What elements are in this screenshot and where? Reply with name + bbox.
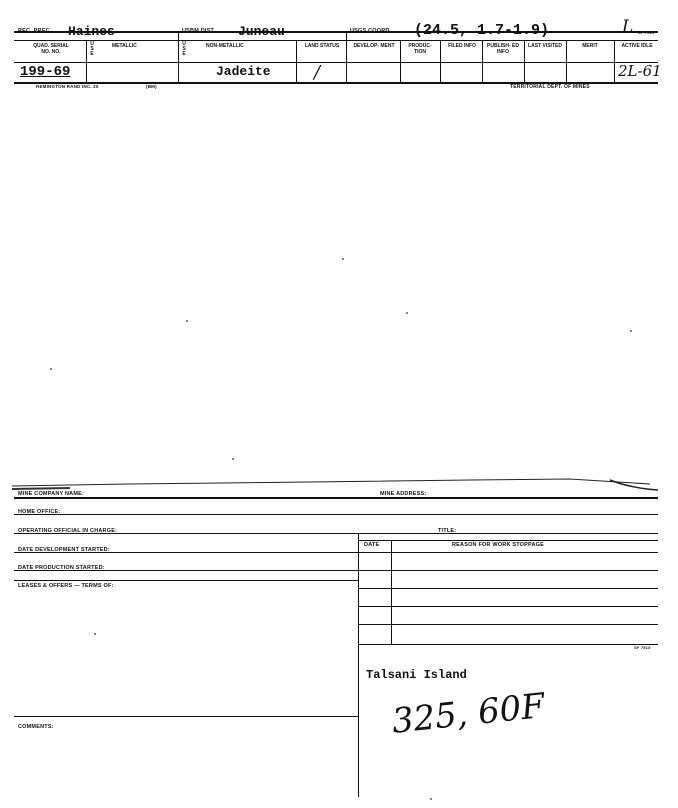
col-published-info: PUBLISH- ED INFO bbox=[487, 43, 519, 55]
leases-label: LEASES & OFFERS — TERMS OF: bbox=[18, 583, 114, 589]
rule-stoppage-1 bbox=[358, 552, 658, 553]
footer-right: TERRITORIAL DEPT. OF MINES bbox=[510, 84, 590, 90]
land-status-value: / bbox=[314, 62, 321, 83]
corner-mark: L bbox=[622, 17, 634, 37]
center-divider bbox=[358, 533, 359, 797]
mine-address-label: MINE ADDRESS: bbox=[380, 491, 427, 497]
date-prod-started-label: DATE PRODUCTION STARTED: bbox=[18, 565, 105, 571]
rule-stoppage-2 bbox=[358, 570, 658, 571]
mine-company-name-label: MINE COMPANY NAME: bbox=[18, 491, 85, 497]
col-metallic: METALLIC bbox=[112, 43, 137, 49]
scan-speck bbox=[50, 368, 52, 370]
quad-serial-value: 199-69 bbox=[20, 64, 71, 80]
scan-speck bbox=[342, 258, 344, 260]
date-col-divider bbox=[391, 540, 392, 644]
home-office-label: HOME OFFICE: bbox=[18, 509, 61, 515]
active-idle-value: 2L-61 bbox=[618, 62, 662, 80]
operating-official-label: OPERATING OFFICIAL IN CHARGE: bbox=[18, 528, 118, 534]
form-number-bottom: SF 7515 bbox=[634, 645, 651, 650]
col-divider bbox=[296, 40, 297, 82]
col-development: DEVELOP- MENT bbox=[353, 43, 395, 49]
location-value: Talsani Island bbox=[366, 668, 467, 682]
usbm-dist-value: Juneau bbox=[238, 24, 285, 39]
nonmetallic-value: Jadeite bbox=[216, 64, 271, 79]
rule-stoppage-header bbox=[358, 540, 658, 541]
scan-speck bbox=[630, 330, 632, 332]
usbm-dist-label: USBM DIST. bbox=[182, 28, 216, 34]
title-label: TITLE: bbox=[438, 528, 457, 534]
scan-speck bbox=[406, 312, 408, 314]
comments-label: COMMENTS: bbox=[18, 724, 54, 730]
rule-stoppage-5 bbox=[358, 624, 658, 625]
col-divider bbox=[566, 40, 567, 82]
col-land-status: LAND STATUS bbox=[304, 43, 340, 49]
scan-speck bbox=[94, 633, 96, 635]
handwritten-note: 325, 60F bbox=[390, 685, 547, 742]
col-divider bbox=[482, 40, 483, 82]
usgs-coord-label: USGS COORD. bbox=[350, 28, 392, 34]
date-dev-started-label: DATE DEVELOPMENT STARTED: bbox=[18, 547, 110, 553]
scan-speck bbox=[186, 320, 188, 322]
col-nonmetallic-use: U S E bbox=[182, 41, 186, 57]
col-divider bbox=[86, 40, 87, 82]
usgs-coord-value: (24.5, 1.7-1.9) bbox=[414, 22, 550, 39]
header-bottom-rule bbox=[14, 62, 658, 63]
rule-company bbox=[14, 497, 658, 499]
col-merit: MERIT bbox=[582, 43, 598, 49]
rule-home-office bbox=[14, 514, 658, 515]
col-divider bbox=[400, 40, 401, 82]
scan-speck bbox=[232, 458, 234, 460]
scan-speck bbox=[430, 798, 432, 800]
footer-bm: (BM) bbox=[146, 84, 157, 89]
form-number-top: SF 7514 bbox=[638, 30, 655, 35]
col-filed-info: FILED INFO bbox=[448, 43, 476, 49]
col-metallic-use: U S E bbox=[90, 41, 94, 57]
date-col-label: DATE bbox=[364, 542, 380, 548]
rule-stoppage-6 bbox=[358, 644, 658, 645]
rec-prec-value: Haines bbox=[68, 24, 115, 39]
reason-col-label: REASON FOR WORK STOPPAGE bbox=[452, 542, 544, 548]
col-last-visited: LAST VISITED bbox=[528, 43, 562, 49]
rule-stoppage-4 bbox=[358, 606, 658, 607]
footer-left: REMINGTON RAND INC. 20 bbox=[36, 84, 99, 89]
rule-comments bbox=[14, 716, 358, 717]
col-production: PRODUC- TION bbox=[408, 43, 432, 55]
col-divider bbox=[614, 40, 615, 82]
header-divider bbox=[14, 40, 658, 41]
col-divider bbox=[440, 40, 441, 82]
col-divider bbox=[524, 40, 525, 82]
col-divider bbox=[346, 31, 347, 82]
col-divider bbox=[178, 31, 179, 82]
rec-prec-label: REC. PREC. bbox=[18, 28, 52, 34]
col-active-idle: ACTIVE IDLE bbox=[621, 43, 653, 49]
col-nonmetallic: NON-METALLIC bbox=[206, 43, 244, 49]
col-quad-serial: QUAD. SERIAL NO. NO. bbox=[33, 43, 69, 55]
rule-stoppage-3 bbox=[358, 588, 658, 589]
rule-leases bbox=[14, 580, 358, 581]
card-edge bbox=[10, 474, 660, 496]
